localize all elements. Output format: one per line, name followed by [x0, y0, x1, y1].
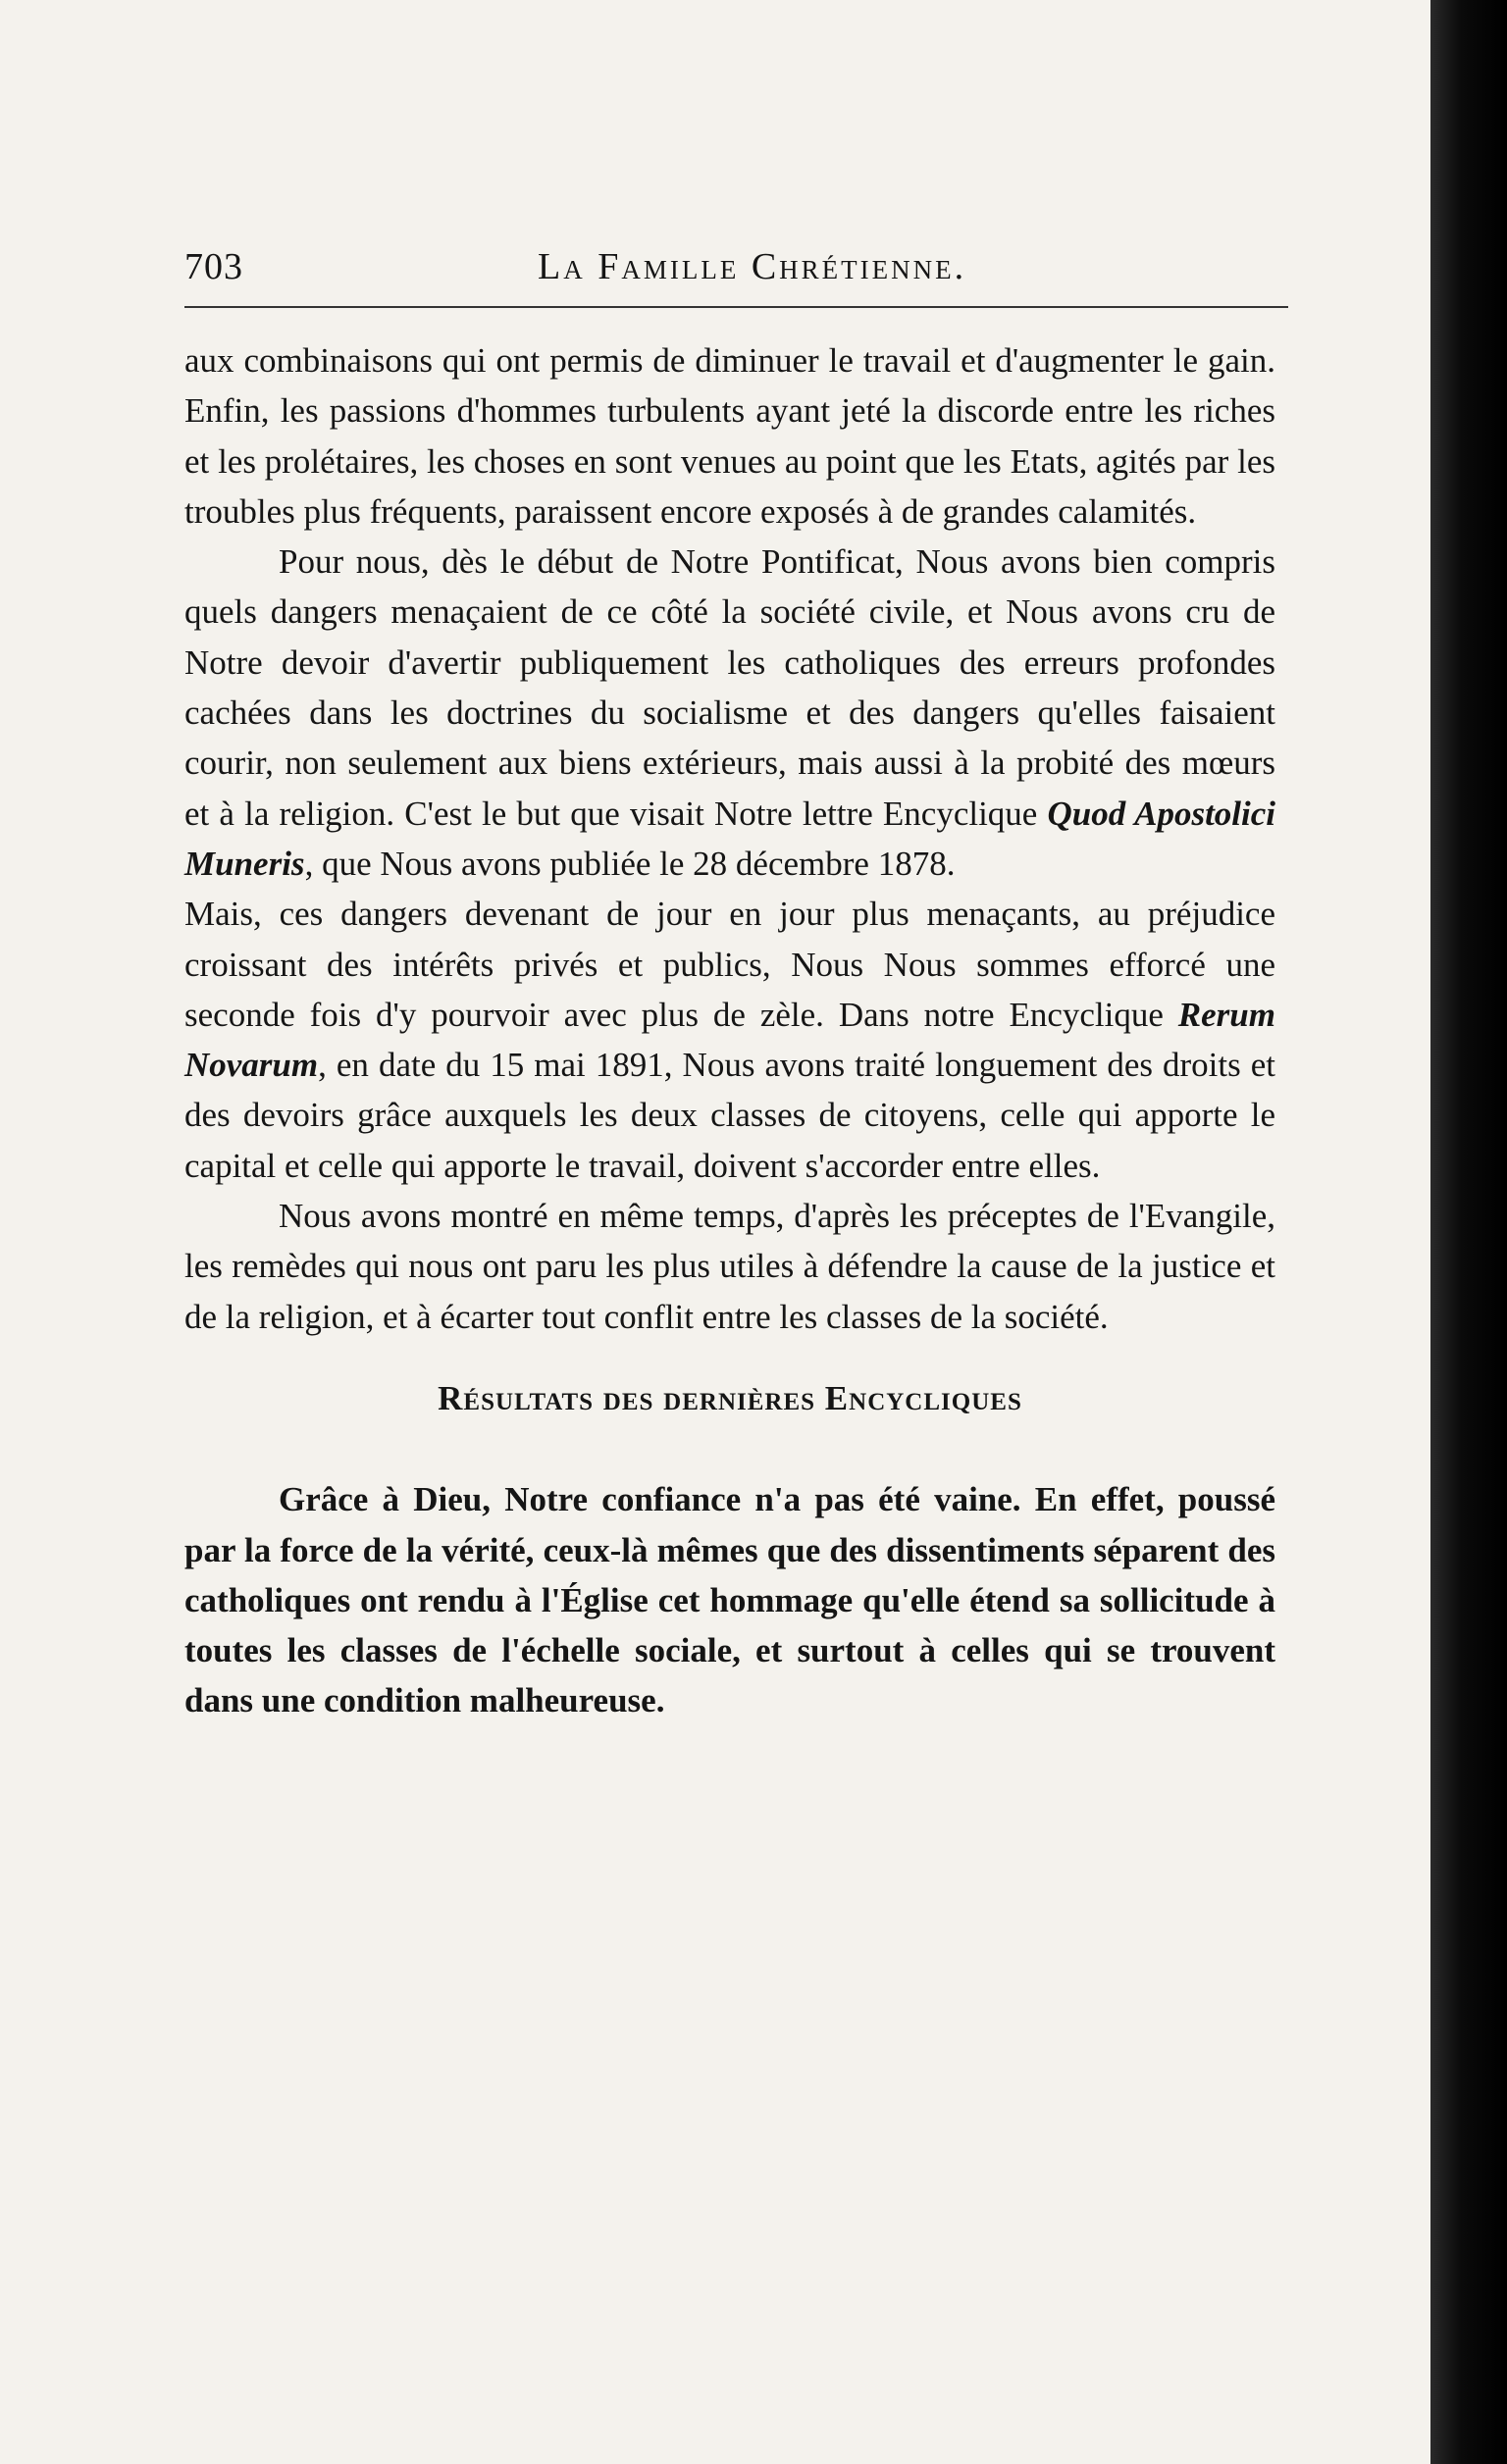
paragraph-text: Mais, ces dangers devenant de jour en jour plus menaçants, au préjudice croissant des intérêts privés et publics, Nous Nous sommes efforcé une seconde fois d'y pourvoir avec plus de zèle. Dans notre Encyclique [184, 895, 1275, 1034]
body-text [184, 335, 1275, 1726]
paragraph [184, 889, 1275, 1191]
paragraph [184, 537, 1275, 889]
running-title: La Famille Chrétienne. [538, 246, 967, 287]
paragraph-text: , que Nous avons publiée le 28 décembre 1878. [304, 844, 956, 883]
paragraph: aux combinaisons qui ont permis de diminuer le travail et d'augmenter le gain. Enfin, les passions d'hommes turbulents ayant jeté la discorde entre les riches et les prolétaires, les choses en sont venues au point que les Etats, agités par les troubles plus fréquents, paraissent encore exposés à de grandes calamités. [184, 341, 1275, 531]
page-edge-shadow [1430, 0, 1507, 2464]
paragraph-text: Pour nous, dès le début de Notre Pontificat, Nous avons bien compris quels dangers menaçaient de ce côté la société civile, et Nous avons cru de Notre devoir d'avertir publiquement les catholiques des erreurs profondes cachées dans les doctrines du socialisme et des dangers qu'elles faisaient courir, non seulement aux biens extérieurs, mais aussi à la probité des mœurs et à la religion. C'est le but que visait Notre lettre Encyclique [184, 542, 1275, 833]
section-heading: Résultats des dernières Encycliques [438, 1378, 1022, 1417]
page-number: 703 [184, 246, 243, 287]
header-rule [184, 306, 1288, 308]
paragraph: Nous avons montré en même temps, d'après les préceptes de l'Evangile, les remèdes qui nous ont paru les plus utiles à défendre la cause de la justice et de la religion, et à écarter tout conflit entre les classes de la société. [184, 1197, 1275, 1336]
encyclical-title: Rerum Novarum [184, 995, 1275, 1085]
paragraph-text: , en date du 15 mai 1891, Nous avons traité longuement des droits et des devoirs grâce auxquels les deux classes de citoyens, celle qui apporte le capital et celle qui apporte le travail, doivent s'accorder entre elles. [184, 1046, 1275, 1185]
paragraph: Grâce à Dieu, Notre confiance n'a pas été vaine. En effet, poussé par la force de la vérité, ceux-là mêmes que des dissentiments séparent des catholiques ont rendu à l'Église cet hommage qu'elle étend sa sollicitude à toutes les classes de l'échelle sociale, et surtout à celles qui se trouvent dans une condition malheureuse. [184, 1480, 1275, 1720]
running-head [184, 245, 1288, 304]
encyclical-title: Quod Apostolici Muneris [184, 794, 1275, 883]
